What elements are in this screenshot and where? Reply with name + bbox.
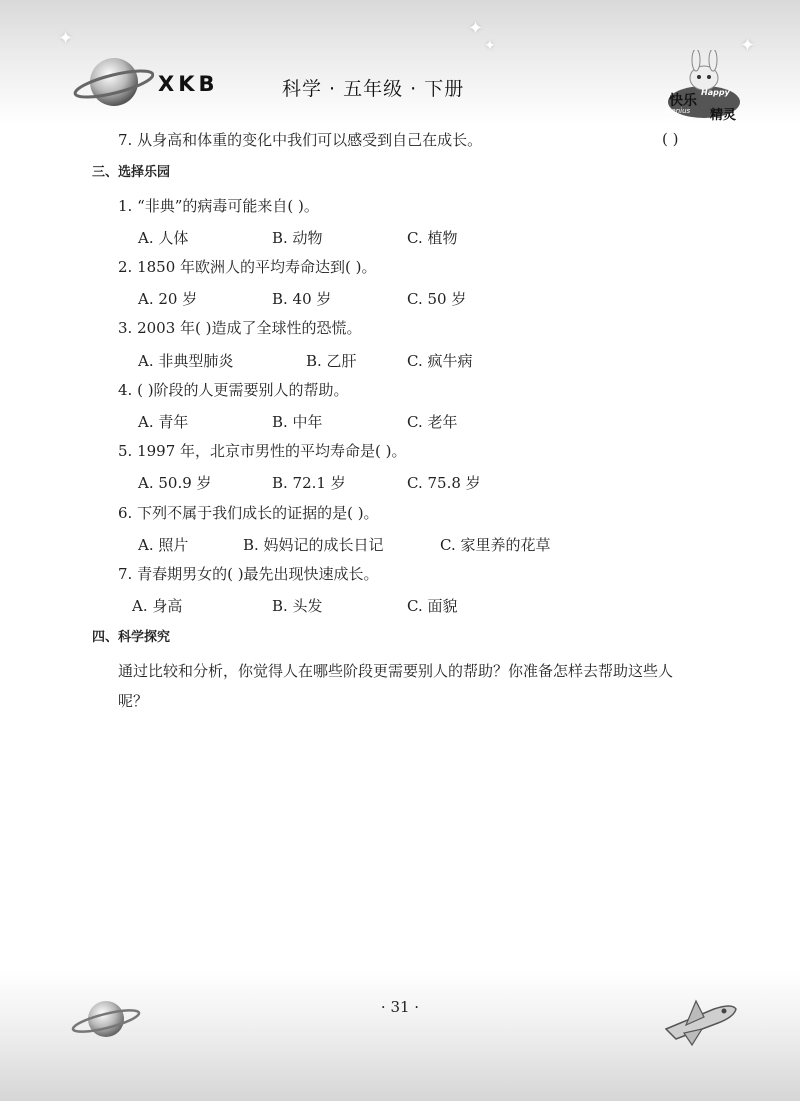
planet-icon bbox=[72, 50, 154, 112]
option-c[interactable]: C. 75.8 岁 bbox=[407, 474, 481, 492]
mascot-sub: Genius bbox=[666, 107, 691, 115]
question-text: 6. 下列不属于我们成长的证据的是( )。 bbox=[118, 504, 379, 522]
option-c[interactable]: C. 老年 bbox=[407, 413, 458, 431]
option-a[interactable]: A. 身高 bbox=[132, 597, 183, 615]
option-c[interactable]: C. 植物 bbox=[407, 229, 458, 247]
mascot-happy: Happy bbox=[701, 88, 730, 97]
section-title: 四、科学探究 bbox=[92, 630, 171, 645]
question-text: 1. “非典”的病毒可能来自( )。 bbox=[118, 197, 319, 215]
section-title: 三、选择乐园 bbox=[92, 165, 171, 180]
mascot-badge bbox=[664, 50, 744, 125]
question-text: 呢？ bbox=[118, 692, 149, 710]
option-b[interactable]: B. 72.1 岁 bbox=[272, 474, 346, 492]
star-icon: ✦ bbox=[58, 28, 74, 49]
option-a[interactable]: A. 非典型肺炎 bbox=[138, 352, 234, 370]
question-text: 通过比较和分析，你觉得人在哪些阶段更需要别人的帮助？你准备怎样去帮助这些人 bbox=[118, 662, 674, 680]
answer-blank[interactable]: ( ) bbox=[662, 130, 679, 148]
question-text: 4. ( )阶段的人更需要别人的帮助。 bbox=[118, 381, 349, 399]
question-text: 7. 青春期男女的( )最先出现快速成长。 bbox=[118, 565, 379, 583]
option-b[interactable]: B. 乙肝 bbox=[306, 352, 357, 370]
option-a[interactable]: A. 50.9 岁 bbox=[138, 474, 212, 492]
question-text: 2. 1850 年欧洲人的平均寿命达到( )。 bbox=[118, 258, 377, 276]
question-text: 5. 1997 年，北京市男性的平均寿命是( )。 bbox=[118, 442, 407, 460]
option-b[interactable]: B. 动物 bbox=[272, 229, 323, 247]
option-a[interactable]: A. 青年 bbox=[138, 413, 189, 431]
option-b[interactable]: B. 中年 bbox=[272, 413, 323, 431]
option-b[interactable]: B. 妈妈记的成长日记 bbox=[243, 536, 384, 554]
star-icon: ✦ bbox=[468, 18, 484, 39]
option-b[interactable]: B. 40 岁 bbox=[272, 290, 332, 308]
question-text: 7. 从身高和体重的变化中我们可以感受到自己在成长。 bbox=[118, 131, 483, 149]
page-number: · 31 · bbox=[380, 998, 420, 1016]
question-text: 3. 2003 年( )造成了全球性的恐慌。 bbox=[118, 319, 362, 337]
option-c[interactable]: C. 疯牛病 bbox=[407, 352, 473, 370]
option-a[interactable]: A. 人体 bbox=[138, 229, 189, 247]
option-c[interactable]: C. 50 岁 bbox=[407, 290, 467, 308]
option-a[interactable]: A. 20 岁 bbox=[138, 290, 198, 308]
option-a[interactable]: A. 照片 bbox=[138, 536, 189, 554]
option-b[interactable]: B. 头发 bbox=[272, 597, 323, 615]
mascot-sprite: 精灵 bbox=[710, 108, 737, 123]
option-c[interactable]: C. 家里养的花草 bbox=[440, 536, 551, 554]
book-title: 科学 · 五年级 · 下册 bbox=[282, 78, 465, 100]
star-icon: ✦ bbox=[740, 35, 756, 56]
option-c[interactable]: C. 面貌 bbox=[407, 597, 458, 615]
space-shuttle-icon bbox=[662, 995, 740, 1047]
publisher-logo: XKB bbox=[158, 72, 219, 96]
mascot-label: 快乐 bbox=[669, 93, 697, 109]
star-icon: ✦ bbox=[484, 38, 496, 54]
